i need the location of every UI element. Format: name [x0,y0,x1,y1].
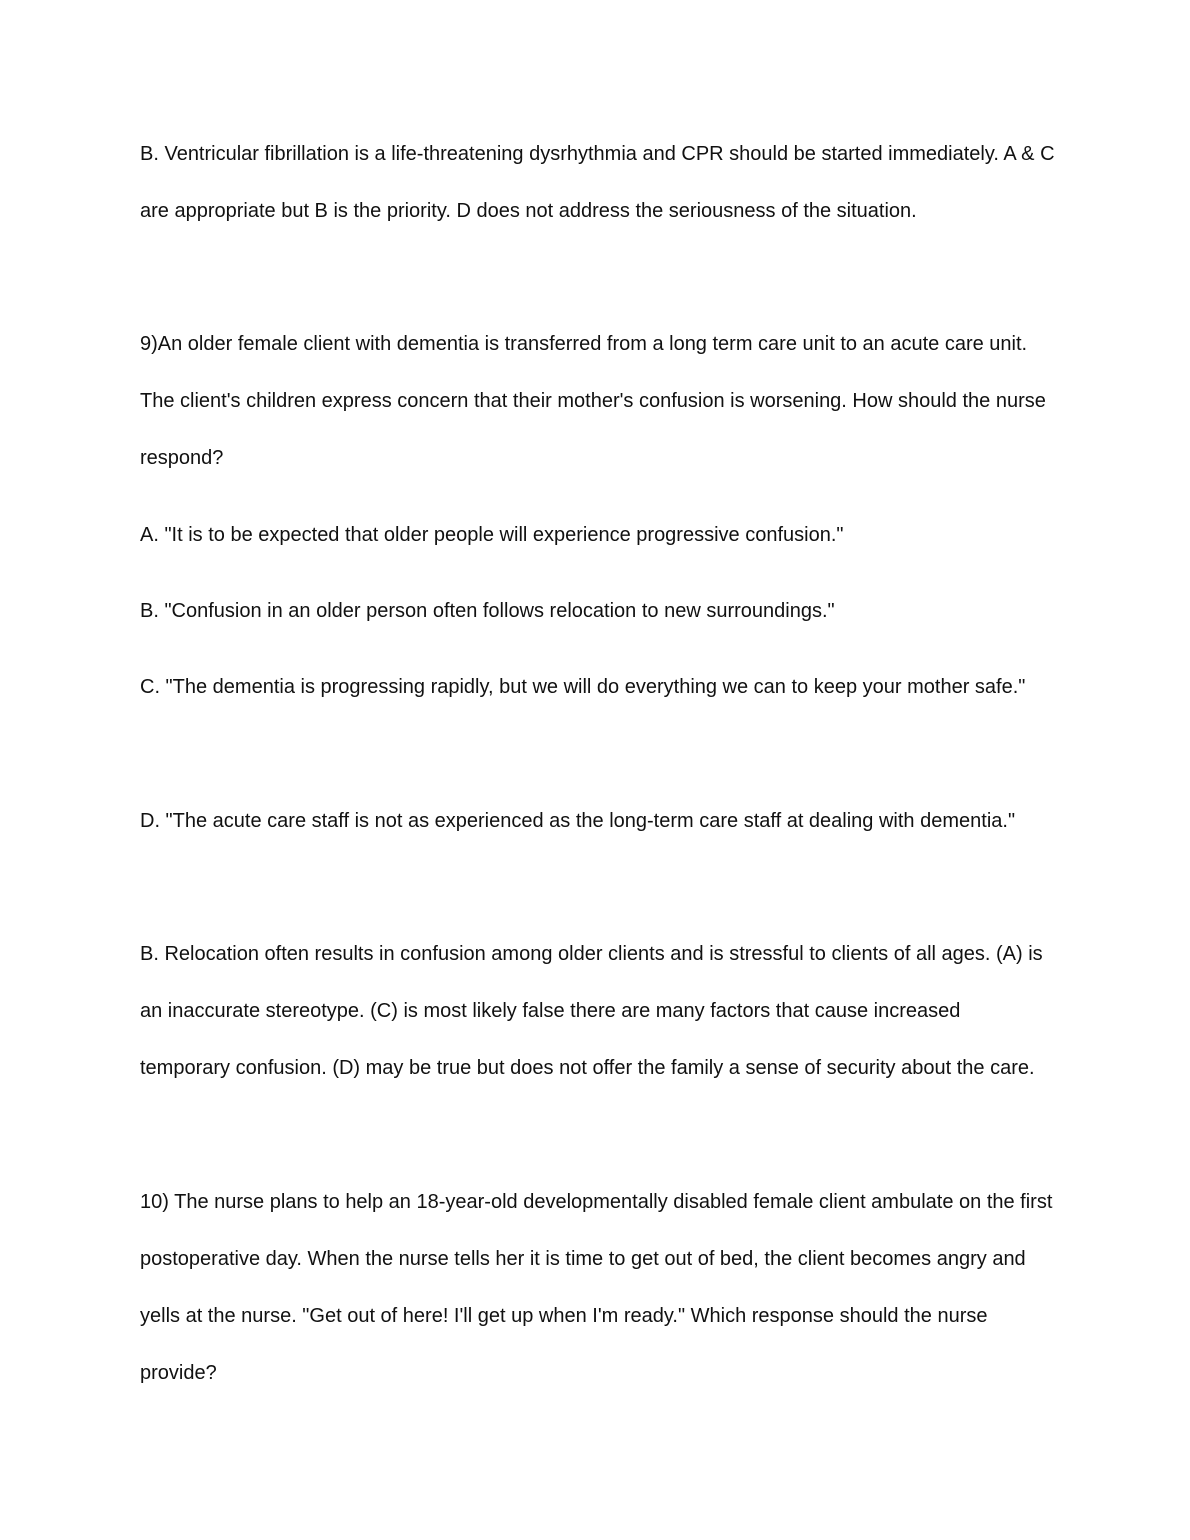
question-9-option-a: A. "It is to be expected that older people will experience progressive confusion." [140,524,844,546]
question-9-option-b: B. "Confusion in an older person often follows relocation to new surroundings." [140,600,835,622]
question-9-option-c: C. "The dementia is progressing rapidly, but we will do everything we can to keep your mother safe." [140,676,1026,698]
answer-rationale-q8: B. Ventricular fibrillation is a life-threatening dysrhythmia and CPR should be started immediately. A & C are appropriate but B is the priority. D does not address the seriousness of the situation. [140,143,1055,222]
answer-rationale-q9: B. Relocation often results in confusion among older clients and is stressful to clients of all ages. (A) is an inaccurate stereotype. (C) is most likely false there are many factors that cause increased temporary confusion. (D) may be true but does not offer the family a sense of security about the care. [140,943,1043,1079]
question-9-option-d: D. "The acute care staff is not as experienced as the long-term care staff at dealing with dementia." [140,810,1016,832]
question-10-stem: 10) The nurse plans to help an 18-year-old developmentally disabled female client ambulate on the first postoperative day. When the nurse tells her it is time to get out of bed, the client becomes angry and yells at the nurse. "Get out of here! I'll get up when I'm ready." Which response should the nurse provide? [140,1191,1053,1384]
question-9-stem: 9)An older female client with dementia is transferred from a long term care unit to an acute care unit. The client's children express concern that their mother's confusion is worsening. How should the nurse respond? [140,333,1046,469]
